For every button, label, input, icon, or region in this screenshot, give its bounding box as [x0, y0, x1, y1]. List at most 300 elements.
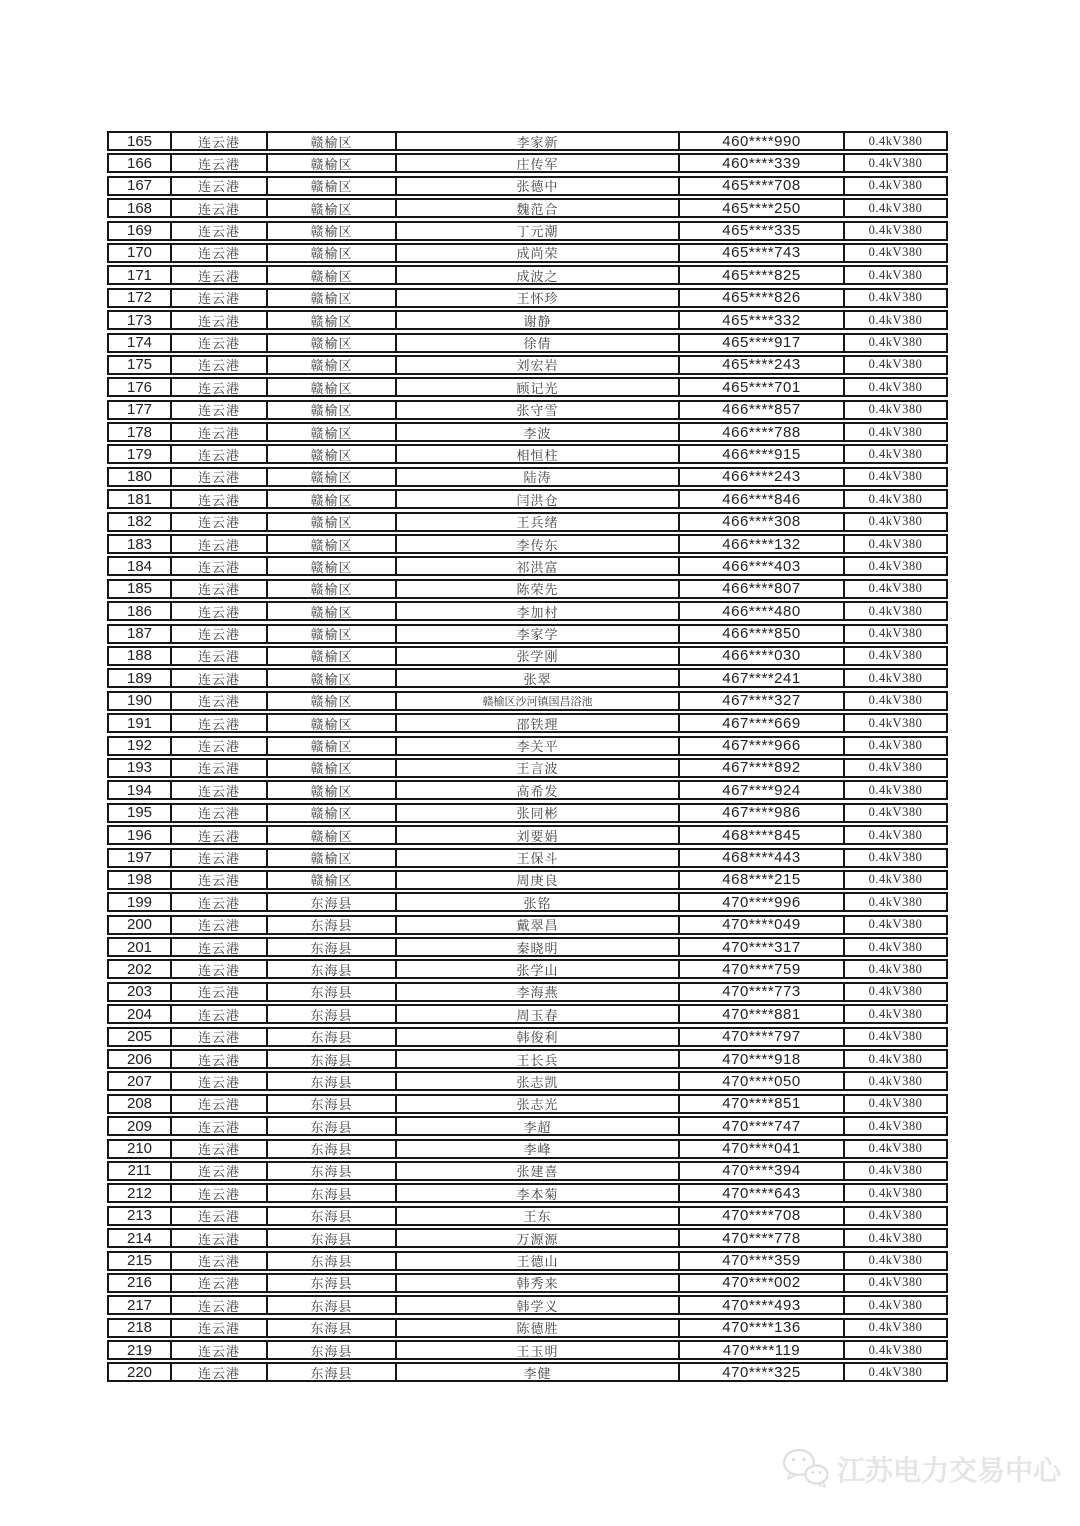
cell-customer-name: 周庚良: [397, 872, 680, 888]
cell-voltage-level: 0.4kV380: [868, 1275, 923, 1290]
customer-table: [107, 131, 948, 1385]
cell-row-number: 209: [109, 1118, 172, 1134]
cell-row-number: 192: [109, 738, 172, 754]
cell-district: 赣榆区: [268, 424, 397, 440]
cell-voltage-level: 0.4kV380: [868, 1118, 923, 1133]
table-row: [107, 467, 948, 487]
cell-district: 东海县: [268, 917, 397, 933]
cell-customer-name: 陆涛: [397, 469, 680, 485]
cell-row-number: 213: [109, 1208, 172, 1224]
cell-row-number: 166: [109, 155, 172, 171]
cell-district: 东海县: [268, 1208, 397, 1224]
cell-voltage-level: 0.4kV380: [868, 850, 923, 864]
cell-row-number: 205: [109, 1029, 172, 1045]
cell-row-number: 206: [109, 1051, 172, 1067]
cell-voltage-level: 0.4kV380: [868, 961, 923, 976]
cell-account-number: 470****049: [680, 917, 845, 933]
cell-voltage-level: 0.4kV380: [868, 1051, 923, 1066]
cell-voltage-level: 0.4kV380: [868, 558, 923, 573]
cell-city: 连云港: [172, 850, 268, 866]
cell-district: 东海县: [268, 1073, 397, 1089]
cell-account-number: 467****986: [680, 805, 845, 821]
cell-account-number: 467****892: [680, 760, 845, 776]
cell-customer-name: 魏范合: [397, 200, 680, 216]
cell-city: 连云港: [172, 894, 268, 910]
cell-customer-name: 成尚荣: [397, 245, 680, 261]
table-row: [107, 959, 948, 979]
cell-customer-name: 李家新: [397, 133, 680, 149]
cell-account-number: 466****243: [680, 469, 845, 485]
cell-district: 赣榆区: [268, 536, 397, 552]
table-row: [107, 1340, 948, 1360]
cell-customer-name: 张学刚: [397, 648, 680, 664]
cell-voltage-level: 0.4kV380: [868, 1073, 923, 1088]
cell-voltage-level: 0.4kV380: [868, 155, 923, 170]
cell-district: 赣榆区: [268, 782, 397, 798]
cell-voltage-level: 0.4kV380: [868, 514, 923, 529]
cell-district: 赣榆区: [268, 133, 397, 149]
cell-district: 赣榆区: [268, 357, 397, 373]
cell-district: 赣榆区: [268, 469, 397, 485]
cell-row-number: 175: [109, 357, 172, 373]
cell-customer-name: 韩秀来: [397, 1275, 680, 1291]
cell-account-number: 466****030: [680, 648, 845, 664]
cell-city: 连云港: [172, 738, 268, 754]
cell-account-number: 465****243: [680, 357, 845, 373]
table-row: [107, 1004, 948, 1024]
cell-customer-name: 李关平: [397, 738, 680, 754]
table-row: [107, 713, 948, 733]
cell-district: 东海县: [268, 1320, 397, 1336]
cell-district: 赣榆区: [268, 312, 397, 328]
cell-city: 连云港: [172, 155, 268, 171]
cell-city: 连云港: [172, 1051, 268, 1067]
cell-district: 赣榆区: [268, 626, 397, 642]
cell-city: 连云港: [172, 1320, 268, 1336]
cell-account-number: 470****797: [680, 1029, 845, 1045]
table-row: [107, 1251, 948, 1271]
cell-row-number: 214: [109, 1230, 172, 1246]
cell-row-number: 167: [109, 178, 172, 194]
cell-row-number: 173: [109, 312, 172, 328]
cell-row-number: 207: [109, 1073, 172, 1089]
cell-customer-name: 李家学: [397, 626, 680, 642]
cell-voltage-level: 0.4kV380: [868, 536, 923, 551]
cell-account-number: 466****857: [680, 402, 845, 418]
table-row: [107, 870, 948, 890]
cell-row-number: 193: [109, 760, 172, 776]
table-row: [107, 512, 948, 532]
cell-voltage-level: 0.4kV380: [868, 335, 923, 350]
cell-district: 东海县: [268, 1185, 397, 1201]
cell-district: 赣榆区: [268, 290, 397, 306]
table-row: [107, 646, 948, 666]
cell-voltage-level: 0.4kV380: [868, 805, 923, 820]
table-row: [107, 310, 948, 330]
cell-voltage-level: 0.4kV380: [868, 312, 923, 327]
cell-row-number: 186: [109, 603, 172, 619]
cell-district: 东海县: [268, 1342, 397, 1358]
table-row: [107, 131, 948, 151]
table-row: [107, 243, 948, 263]
cell-city: 连云港: [172, 469, 268, 485]
table-row: [107, 1049, 948, 1069]
cell-customer-name: 邵铁理: [397, 715, 680, 731]
table-row: [107, 892, 948, 912]
cell-city: 连云港: [172, 827, 268, 843]
cell-city: 连云港: [172, 581, 268, 597]
cell-voltage-level: 0.4kV380: [868, 245, 923, 260]
cell-customer-name: 陈德胜: [397, 1320, 680, 1336]
cell-row-number: 188: [109, 648, 172, 664]
cell-district: 赣榆区: [268, 850, 397, 866]
cell-city: 连云港: [172, 1029, 268, 1045]
cell-voltage-level: 0.4kV380: [868, 290, 923, 305]
table-row: [107, 1362, 948, 1382]
cell-customer-name: 张同彬: [397, 805, 680, 821]
table-row: [107, 400, 948, 420]
cell-city: 连云港: [172, 379, 268, 395]
cell-customer-name: 戴翠昌: [397, 917, 680, 933]
cell-district: 东海县: [268, 939, 397, 955]
cell-city: 连云港: [172, 536, 268, 552]
cell-account-number: 466****850: [680, 626, 845, 642]
watermark: [781, 1446, 1061, 1492]
table-row: [107, 624, 948, 644]
cell-voltage-level: 0.4kV380: [868, 782, 923, 797]
cell-district: 东海县: [268, 1275, 397, 1291]
cell-account-number: 468****845: [680, 827, 845, 843]
cell-district: 赣榆区: [268, 402, 397, 418]
cell-voltage-level: 0.4kV380: [868, 626, 923, 641]
table-row: [107, 1295, 948, 1315]
cell-row-number: 187: [109, 626, 172, 642]
cell-city: 连云港: [172, 267, 268, 283]
table-row: [107, 848, 948, 868]
cell-customer-name: 秦晓明: [397, 939, 680, 955]
cell-city: 连云港: [172, 805, 268, 821]
cell-district: 赣榆区: [268, 693, 397, 709]
cell-account-number: 466****788: [680, 424, 845, 440]
cell-account-number: 465****825: [680, 267, 845, 283]
cell-district: 赣榆区: [268, 670, 397, 686]
cell-voltage-level: 0.4kV380: [868, 424, 923, 439]
cell-account-number: 470****394: [680, 1163, 845, 1179]
cell-customer-name: 周玉春: [397, 1006, 680, 1022]
cell-account-number: 465****917: [680, 335, 845, 351]
cell-account-number: 466****480: [680, 603, 845, 619]
cell-district: 赣榆区: [268, 827, 397, 843]
cell-district: 赣榆区: [268, 581, 397, 597]
cell-customer-name: 王玉明: [397, 1342, 680, 1358]
cell-city: 连云港: [172, 1163, 268, 1179]
cell-district: 赣榆区: [268, 335, 397, 351]
cell-voltage-level: 0.4kV380: [868, 1208, 923, 1223]
cell-district: 赣榆区: [268, 805, 397, 821]
cell-voltage-level: 0.4kV380: [868, 693, 923, 708]
cell-city: 连云港: [172, 1118, 268, 1134]
table-row: [107, 265, 948, 285]
cell-district: 东海县: [268, 1006, 397, 1022]
cell-account-number: 468****443: [680, 850, 845, 866]
cell-account-number: 470****851: [680, 1096, 845, 1112]
cell-district: 赣榆区: [268, 245, 397, 261]
cell-account-number: 460****339: [680, 155, 845, 171]
cell-voltage-level: 0.4kV380: [868, 446, 923, 461]
cell-customer-name: 李峰: [397, 1141, 680, 1157]
cell-customer-name: 成波之: [397, 267, 680, 283]
cell-row-number: 185: [109, 581, 172, 597]
cell-account-number: 470****918: [680, 1051, 845, 1067]
cell-account-number: 460****990: [680, 133, 845, 149]
cell-district: 赣榆区: [268, 223, 397, 239]
cell-row-number: 216: [109, 1275, 172, 1291]
cell-row-number: 172: [109, 290, 172, 306]
cell-city: 连云港: [172, 133, 268, 149]
cell-district: 赣榆区: [268, 155, 397, 171]
cell-city: 连云港: [172, 1073, 268, 1089]
cell-row-number: 199: [109, 894, 172, 910]
cell-account-number: 465****250: [680, 200, 845, 216]
cell-account-number: 470****136: [680, 1320, 845, 1336]
cell-row-number: 217: [109, 1297, 172, 1313]
cell-city: 连云港: [172, 357, 268, 373]
cell-row-number: 177: [109, 402, 172, 418]
cell-city: 连云港: [172, 1208, 268, 1224]
cell-voltage-level: 0.4kV380: [868, 894, 923, 909]
table-row: [107, 780, 948, 800]
cell-account-number: 465****826: [680, 290, 845, 306]
cell-row-number: 169: [109, 223, 172, 239]
table-row: [107, 736, 948, 756]
cell-voltage-level: 0.4kV380: [868, 469, 923, 484]
cell-district: 赣榆区: [268, 514, 397, 530]
cell-voltage-level: 0.4kV380: [868, 1297, 923, 1312]
cell-city: 连云港: [172, 1096, 268, 1112]
cell-row-number: 220: [109, 1364, 172, 1380]
cell-district: 赣榆区: [268, 715, 397, 731]
cell-account-number: 470****643: [680, 1185, 845, 1201]
cell-account-number: 470****050: [680, 1073, 845, 1089]
cell-customer-name: 丁元潮: [397, 223, 680, 239]
cell-city: 连云港: [172, 670, 268, 686]
cell-city: 连云港: [172, 245, 268, 261]
table-row: [107, 153, 948, 173]
wechat-icon: [781, 1446, 831, 1492]
cell-customer-name: 王言波: [397, 760, 680, 776]
cell-city: 连云港: [172, 984, 268, 1000]
cell-city: 连云港: [172, 1253, 268, 1269]
cell-voltage-level: 0.4kV380: [868, 178, 923, 193]
cell-customer-name: 闫洪仓: [397, 491, 680, 507]
table-row: [107, 221, 948, 241]
cell-customer-name: 张德中: [397, 178, 680, 194]
cell-customer-name: 王东: [397, 1208, 680, 1224]
cell-customer-name: 李健: [397, 1364, 680, 1380]
cell-row-number: 211: [109, 1163, 172, 1179]
cell-account-number: 465****743: [680, 245, 845, 261]
table-row: [107, 1318, 948, 1338]
cell-city: 连云港: [172, 558, 268, 574]
cell-row-number: 198: [109, 872, 172, 888]
cell-customer-name: 张翠: [397, 670, 680, 686]
cell-account-number: 466****308: [680, 514, 845, 530]
table-row: [107, 333, 948, 353]
table-row: [107, 691, 948, 711]
cell-account-number: 465****332: [680, 312, 845, 328]
cell-row-number: 218: [109, 1320, 172, 1336]
cell-account-number: 466****807: [680, 581, 845, 597]
table-row: [107, 176, 948, 196]
cell-district: 东海县: [268, 961, 397, 977]
cell-voltage-level: 0.4kV380: [868, 1006, 923, 1021]
cell-voltage-level: 0.4kV380: [868, 402, 923, 417]
cell-customer-name: 庄传军: [397, 155, 680, 171]
cell-account-number: 465****701: [680, 379, 845, 395]
cell-voltage-level: 0.4kV380: [868, 491, 923, 506]
cell-row-number: 174: [109, 335, 172, 351]
table-row: [107, 534, 948, 554]
cell-district: 东海县: [268, 984, 397, 1000]
cell-city: 连云港: [172, 178, 268, 194]
cell-row-number: 180: [109, 469, 172, 485]
cell-city: 连云港: [172, 693, 268, 709]
cell-customer-name: 王兵绪: [397, 514, 680, 530]
cell-row-number: 170: [109, 245, 172, 261]
table-row: [107, 915, 948, 935]
cell-row-number: 196: [109, 827, 172, 843]
cell-row-number: 168: [109, 200, 172, 216]
cell-row-number: 215: [109, 1253, 172, 1269]
cell-row-number: 194: [109, 782, 172, 798]
cell-voltage-level: 0.4kV380: [868, 1096, 923, 1111]
cell-voltage-level: 0.4kV380: [868, 357, 923, 372]
cell-account-number: 465****335: [680, 223, 845, 239]
cell-customer-name: 李传东: [397, 536, 680, 552]
cell-account-number: 466****846: [680, 491, 845, 507]
cell-voltage-level: 0.4kV380: [868, 1230, 923, 1245]
cell-voltage-level: 0.4kV380: [868, 827, 923, 842]
cell-account-number: 470****773: [680, 984, 845, 1000]
cell-city: 连云港: [172, 290, 268, 306]
cell-city: 连云港: [172, 514, 268, 530]
table-row: [107, 1071, 948, 1091]
cell-city: 连云港: [172, 648, 268, 664]
table-row: [107, 556, 948, 576]
table-row: [107, 1161, 948, 1181]
cell-district: 东海县: [268, 1230, 397, 1246]
table-row: [107, 1116, 948, 1136]
cell-voltage-level: 0.4kV380: [868, 223, 923, 238]
cell-row-number: 197: [109, 850, 172, 866]
table-row: [107, 377, 948, 397]
cell-customer-name: 王保斗: [397, 850, 680, 866]
table-row: [107, 758, 948, 778]
cell-district: 东海县: [268, 1253, 397, 1269]
cell-customer-name: 赣榆区沙河镇国昌浴池: [397, 693, 680, 709]
table-row: [107, 1183, 948, 1203]
cell-row-number: 219: [109, 1342, 172, 1358]
cell-row-number: 212: [109, 1185, 172, 1201]
cell-city: 连云港: [172, 1141, 268, 1157]
table-row: [107, 489, 948, 509]
cell-district: 东海县: [268, 1163, 397, 1179]
cell-customer-name: 张志凯: [397, 1073, 680, 1089]
cell-city: 连云港: [172, 312, 268, 328]
cell-city: 连云港: [172, 1006, 268, 1022]
cell-customer-name: 张学山: [397, 961, 680, 977]
cell-customer-name: 顾记光: [397, 379, 680, 395]
table-row: [107, 579, 948, 599]
cell-city: 连云港: [172, 939, 268, 955]
cell-customer-name: 王德山: [397, 1253, 680, 1269]
cell-city: 连云港: [172, 200, 268, 216]
cell-account-number: 470****002: [680, 1275, 845, 1291]
cell-customer-name: 张志光: [397, 1096, 680, 1112]
cell-account-number: 470****759: [680, 961, 845, 977]
cell-district: 赣榆区: [268, 738, 397, 754]
cell-city: 连云港: [172, 715, 268, 731]
cell-row-number: 191: [109, 715, 172, 731]
cell-district: 赣榆区: [268, 446, 397, 462]
cell-customer-name: 相恒柱: [397, 446, 680, 462]
table-row: [107, 1228, 948, 1248]
cell-city: 连云港: [172, 603, 268, 619]
cell-voltage-level: 0.4kV380: [868, 984, 923, 999]
cell-voltage-level: 0.4kV380: [868, 581, 923, 596]
cell-voltage-level: 0.4kV380: [868, 1342, 923, 1357]
cell-customer-name: 徐倩: [397, 335, 680, 351]
cell-row-number: 201: [109, 939, 172, 955]
table-row: [107, 1206, 948, 1226]
cell-customer-name: 李海燕: [397, 984, 680, 1000]
cell-district: 赣榆区: [268, 603, 397, 619]
cell-district: 赣榆区: [268, 558, 397, 574]
cell-account-number: 470****708: [680, 1208, 845, 1224]
table-row: [107, 1027, 948, 1047]
cell-account-number: 470****041: [680, 1141, 845, 1157]
cell-customer-name: 李波: [397, 424, 680, 440]
cell-city: 连云港: [172, 872, 268, 888]
cell-account-number: 467****924: [680, 782, 845, 798]
cell-customer-name: 高希发: [397, 782, 680, 798]
cell-district: 赣榆区: [268, 872, 397, 888]
cell-row-number: 184: [109, 558, 172, 574]
cell-account-number: 467****327: [680, 693, 845, 709]
cell-city: 连云港: [172, 1297, 268, 1313]
cell-row-number: 190: [109, 693, 172, 709]
cell-account-number: 470****881: [680, 1006, 845, 1022]
cell-row-number: 179: [109, 446, 172, 462]
table-row: [107, 1273, 948, 1293]
cell-row-number: 176: [109, 379, 172, 395]
cell-city: 连云港: [172, 1185, 268, 1201]
cell-voltage-level: 0.4kV380: [868, 760, 923, 775]
cell-account-number: 470****493: [680, 1297, 845, 1313]
cell-account-number: 466****915: [680, 446, 845, 462]
cell-row-number: 183: [109, 536, 172, 552]
cell-voltage-level: 0.4kV380: [868, 1163, 923, 1178]
cell-customer-name: 王怀珍: [397, 290, 680, 306]
table-row: [107, 982, 948, 1002]
table-row: [107, 668, 948, 688]
cell-district: 赣榆区: [268, 760, 397, 776]
cell-district: 赣榆区: [268, 178, 397, 194]
cell-city: 连云港: [172, 961, 268, 977]
cell-district: 东海县: [268, 1029, 397, 1045]
cell-city: 连云港: [172, 1342, 268, 1358]
cell-customer-name: 刘宏岩: [397, 357, 680, 373]
